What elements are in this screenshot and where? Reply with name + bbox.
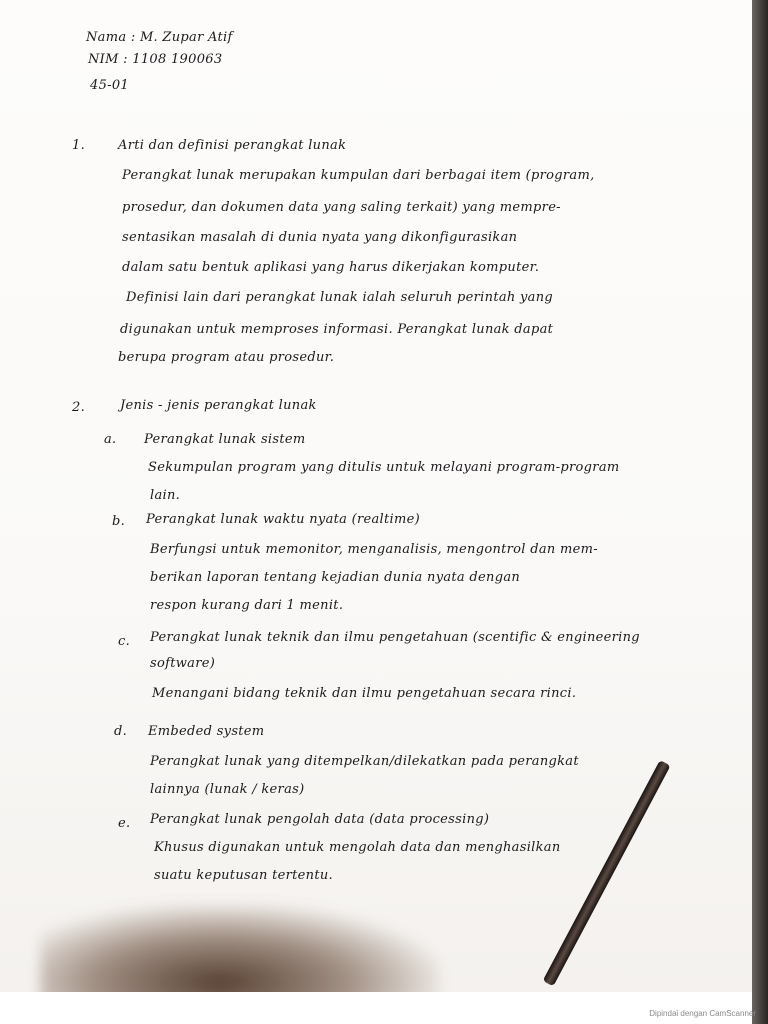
student-name: Nama : M. Zupar Atif xyxy=(86,30,233,45)
student-class: 45-01 xyxy=(90,78,129,93)
section-1-line: digunakan untuk memproses informasi. Perangkat lunak dapat xyxy=(120,322,554,337)
item-title: Perangkat lunak sistem xyxy=(144,432,306,447)
item-title: Perangkat lunak teknik dan ilmu pengetahuan (scentific & engineering xyxy=(150,630,640,645)
item-desc: Menangani bidang teknik dan ilmu pengetahuan secara rinci. xyxy=(152,686,577,701)
section-1-line: dalam satu bentuk aplikasi yang harus dikerjakan komputer. xyxy=(122,260,540,275)
item-desc: Perangkat lunak yang ditempelkan/dilekatkan pada perangkat xyxy=(150,754,579,769)
item-title: Embeded system xyxy=(148,724,265,739)
student-nim: NIM : 1108 190063 xyxy=(88,52,223,67)
item-letter: c. xyxy=(118,634,131,649)
item-desc: lain. xyxy=(150,488,181,503)
item-title: Perangkat lunak waktu nyata (realtime) xyxy=(146,512,420,527)
item-letter: d. xyxy=(114,724,128,739)
section-2-number: 2. xyxy=(72,400,86,415)
scanner-watermark: Dipindai dengan CamScanner xyxy=(649,1009,756,1018)
item-desc: Berfungsi untuk memonitor, menganalisis, mengontrol dan mem- xyxy=(150,542,598,557)
item-title: Perangkat lunak pengolah data (data processing) xyxy=(150,812,490,827)
item-desc: Sekumpulan program yang ditulis untuk melayani program-program xyxy=(148,460,620,475)
section-1-heading: Arti dan definisi perangkat lunak xyxy=(118,138,347,153)
item-letter: a. xyxy=(104,432,117,447)
section-1-line: Definisi lain dari perangkat lunak ialah seluruh perintah yang xyxy=(126,290,553,305)
hand-shadow xyxy=(40,905,440,992)
pen-shadow xyxy=(543,760,671,986)
item-desc: lainnya (lunak / keras) xyxy=(150,782,305,797)
section-1-line: Perangkat lunak merupakan kumpulan dari berbagai item (program, xyxy=(122,168,595,183)
section-1-line: sentasikan masalah di dunia nyata yang dikonfigurasikan xyxy=(122,230,518,245)
section-1-line: prosedur, dan dokumen data yang saling terkait) yang mempre- xyxy=(122,200,561,215)
section-1-line: berupa program atau prosedur. xyxy=(118,350,335,365)
item-desc: respon kurang dari 1 menit. xyxy=(150,598,344,613)
section-1-number: 1. xyxy=(72,138,86,153)
page-edge-shadow xyxy=(752,0,768,1024)
item-desc: suatu keputusan tertentu. xyxy=(154,868,333,883)
section-2-heading: Jenis - jenis perangkat lunak xyxy=(120,398,317,413)
item-title-cont: software) xyxy=(150,656,216,671)
item-desc: berikan laporan tentang kejadian dunia nyata dengan xyxy=(150,570,521,585)
item-letter: e. xyxy=(118,816,131,831)
item-desc: Khusus digunakan untuk mengolah data dan menghasilkan xyxy=(154,840,561,855)
item-letter: b. xyxy=(112,514,126,529)
